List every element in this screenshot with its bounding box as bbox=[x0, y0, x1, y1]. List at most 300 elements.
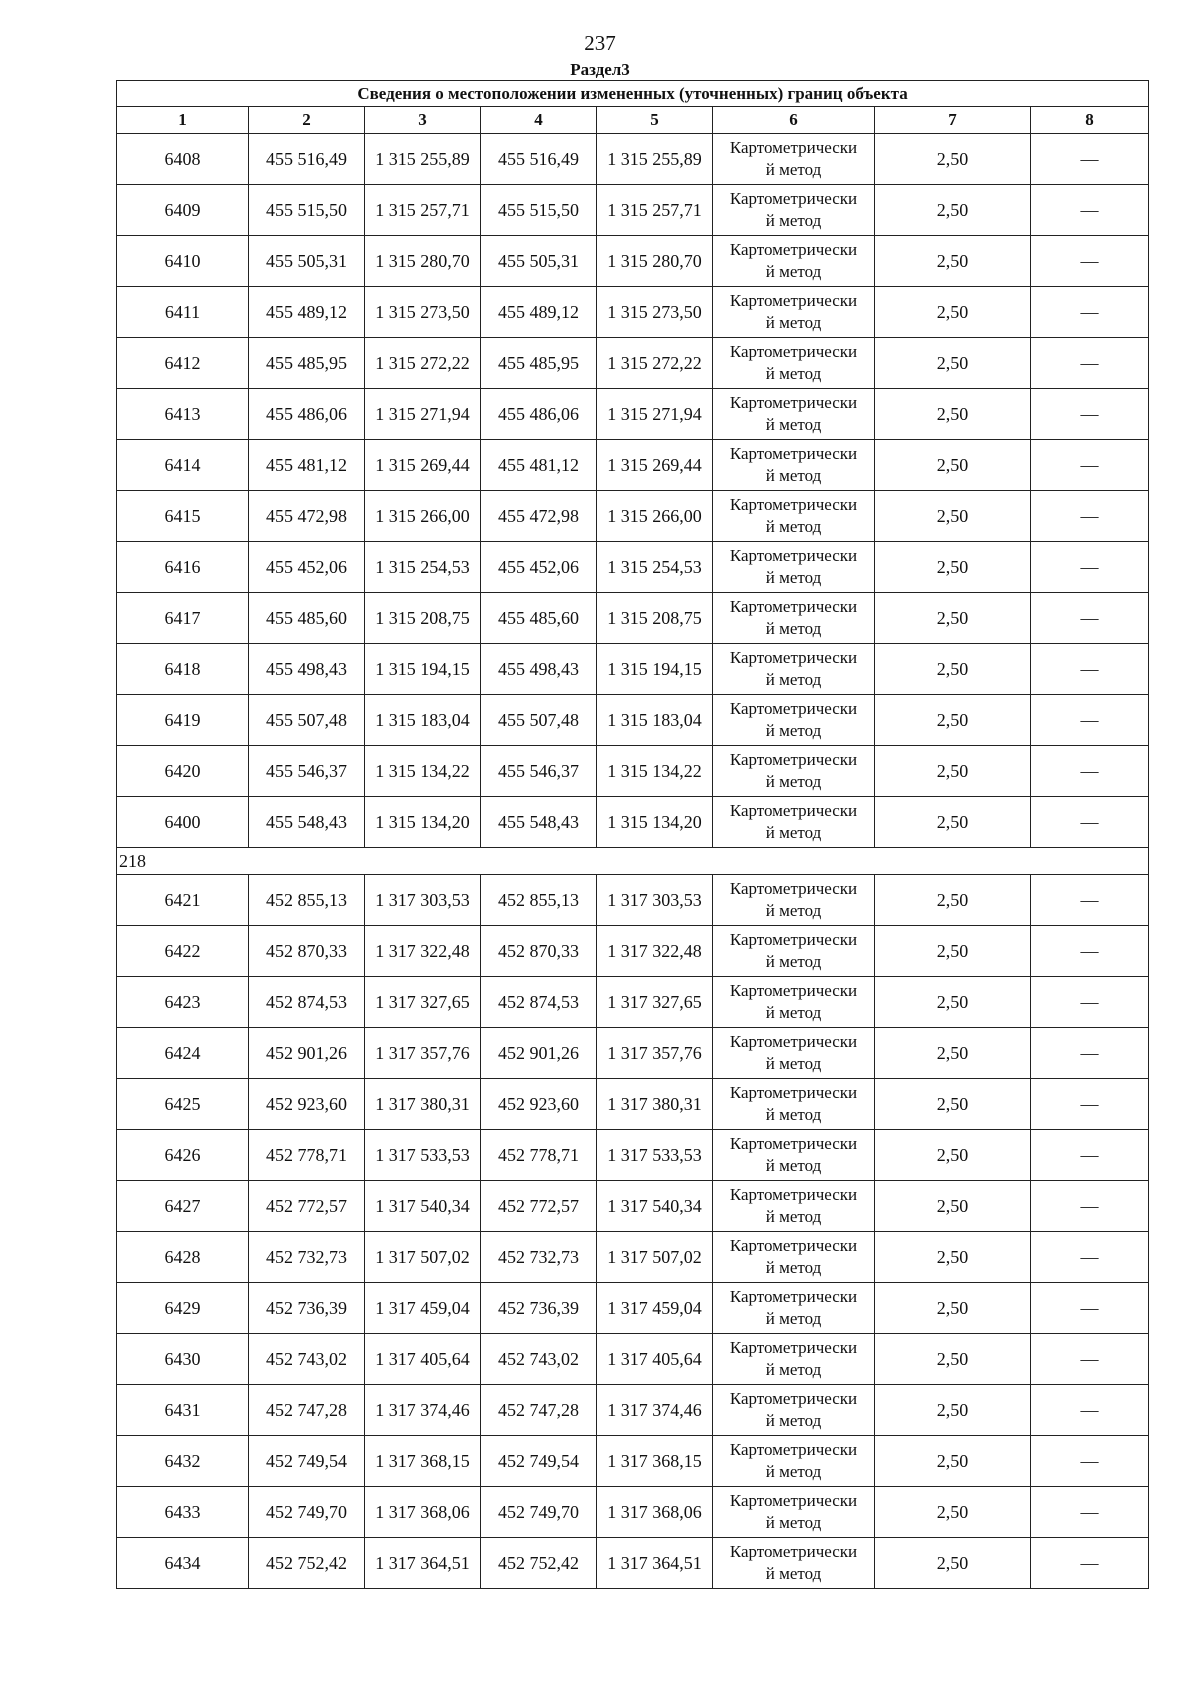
accuracy-cell: 2,50 bbox=[875, 695, 1031, 746]
table-row bbox=[117, 1334, 1149, 1385]
coordinate-x-cell: 452 874,53 bbox=[249, 977, 365, 1028]
accuracy-cell: 2,50 bbox=[875, 875, 1031, 926]
column-number: 2 bbox=[249, 107, 365, 134]
accuracy-cell: 2,50 bbox=[875, 1079, 1031, 1130]
method-cell bbox=[713, 389, 875, 440]
table-row bbox=[117, 1385, 1149, 1436]
description-cell: — bbox=[1031, 977, 1149, 1028]
description-cell: — bbox=[1031, 1283, 1149, 1334]
coordinate-x-cell: 455 507,48 bbox=[481, 695, 597, 746]
coordinate-y-cell: 1 315 280,70 bbox=[597, 236, 713, 287]
method-text-line: Картометрически bbox=[729, 930, 858, 949]
coordinate-x-cell: 452 870,33 bbox=[481, 926, 597, 977]
point-number-cell: 6425 bbox=[117, 1079, 249, 1130]
coordinate-x-cell: 455 546,37 bbox=[481, 746, 597, 797]
coordinate-y-cell: 1 317 459,04 bbox=[597, 1283, 713, 1334]
coordinate-y-cell: 1 315 183,04 bbox=[365, 695, 481, 746]
table-row bbox=[117, 644, 1149, 695]
coordinate-y-cell: 1 317 327,65 bbox=[365, 977, 481, 1028]
point-number-cell: 6427 bbox=[117, 1181, 249, 1232]
column-number: 6 bbox=[713, 107, 875, 134]
method-cell bbox=[713, 1028, 875, 1079]
accuracy-cell: 2,50 bbox=[875, 797, 1031, 848]
method-cell bbox=[713, 134, 875, 185]
coordinate-y-cell: 1 315 134,20 bbox=[365, 797, 481, 848]
coordinate-x-cell: 452 749,54 bbox=[249, 1436, 365, 1487]
accuracy-cell: 2,50 bbox=[875, 236, 1031, 287]
table-body bbox=[117, 134, 1149, 1589]
accuracy-cell: 2,50 bbox=[875, 746, 1031, 797]
coordinate-x-cell: 452 736,39 bbox=[249, 1283, 365, 1334]
method-text-line: й метод bbox=[765, 1513, 822, 1532]
method-text-line: й метод bbox=[765, 1207, 822, 1226]
method-text-line: й метод bbox=[765, 1003, 822, 1022]
coordinate-y-cell: 1 317 303,53 bbox=[597, 875, 713, 926]
method-text-line: Картометрически bbox=[729, 342, 858, 361]
description-cell: — bbox=[1031, 1028, 1149, 1079]
accuracy-cell: 2,50 bbox=[875, 1232, 1031, 1283]
method-text-line: й метод bbox=[765, 901, 822, 920]
coordinate-y-cell: 1 315 257,71 bbox=[365, 185, 481, 236]
coordinate-y-cell: 1 317 507,02 bbox=[365, 1232, 481, 1283]
accuracy-cell: 2,50 bbox=[875, 542, 1031, 593]
method-text-line: Картометрически bbox=[729, 879, 858, 898]
coordinate-x-cell: 455 452,06 bbox=[249, 542, 365, 593]
method-text-line: й метод bbox=[765, 1309, 822, 1328]
method-text-line: й метод bbox=[765, 670, 822, 689]
coordinate-y-cell: 1 317 368,06 bbox=[365, 1487, 481, 1538]
method-text-line: Картометрически bbox=[729, 1338, 858, 1357]
coordinate-x-cell: 455 481,12 bbox=[249, 440, 365, 491]
coordinate-y-cell: 1 315 273,50 bbox=[365, 287, 481, 338]
coordinate-y-cell: 1 315 271,94 bbox=[597, 389, 713, 440]
coordinate-x-cell: 455 498,43 bbox=[249, 644, 365, 695]
method-cell bbox=[713, 287, 875, 338]
coordinate-y-cell: 1 315 266,00 bbox=[365, 491, 481, 542]
group-label: 218 bbox=[117, 848, 1149, 875]
accuracy-cell: 2,50 bbox=[875, 1130, 1031, 1181]
coordinate-y-cell: 1 317 368,06 bbox=[597, 1487, 713, 1538]
coordinate-y-cell: 1 317 357,76 bbox=[597, 1028, 713, 1079]
coordinate-y-cell: 1 315 254,53 bbox=[365, 542, 481, 593]
method-cell bbox=[713, 1130, 875, 1181]
accuracy-cell: 2,50 bbox=[875, 977, 1031, 1028]
point-number-cell: 6411 bbox=[117, 287, 249, 338]
coordinate-y-cell: 1 315 280,70 bbox=[365, 236, 481, 287]
coordinate-y-cell: 1 317 368,15 bbox=[597, 1436, 713, 1487]
table-row bbox=[117, 440, 1149, 491]
accuracy-cell: 2,50 bbox=[875, 134, 1031, 185]
method-text-line: Картометрически bbox=[729, 1440, 858, 1459]
table-row bbox=[117, 236, 1149, 287]
coordinate-y-cell: 1 317 303,53 bbox=[365, 875, 481, 926]
coordinate-x-cell: 455 485,60 bbox=[249, 593, 365, 644]
method-text-line: Картометрически bbox=[729, 1542, 858, 1561]
method-cell bbox=[713, 1232, 875, 1283]
coordinate-y-cell: 1 315 194,15 bbox=[597, 644, 713, 695]
method-cell bbox=[713, 440, 875, 491]
method-text-line: й метод bbox=[765, 568, 822, 587]
column-number: 7 bbox=[875, 107, 1031, 134]
method-text-line: й метод bbox=[765, 466, 822, 485]
point-number-cell: 6433 bbox=[117, 1487, 249, 1538]
coordinate-x-cell: 452 772,57 bbox=[249, 1181, 365, 1232]
point-number-cell: 6431 bbox=[117, 1385, 249, 1436]
method-text-line: й метод bbox=[765, 952, 822, 971]
point-number-cell: 6414 bbox=[117, 440, 249, 491]
description-cell: — bbox=[1031, 491, 1149, 542]
accuracy-cell: 2,50 bbox=[875, 1385, 1031, 1436]
accuracy-cell: 2,50 bbox=[875, 1028, 1031, 1079]
coordinate-y-cell: 1 317 374,46 bbox=[597, 1385, 713, 1436]
description-cell: — bbox=[1031, 338, 1149, 389]
coordinate-x-cell: 452 901,26 bbox=[481, 1028, 597, 1079]
point-number-cell: 6422 bbox=[117, 926, 249, 977]
method-text-line: Картометрически bbox=[729, 597, 858, 616]
method-text-line: й метод bbox=[765, 517, 822, 536]
method-cell bbox=[713, 875, 875, 926]
method-text-line: Картометрически bbox=[729, 240, 858, 259]
coordinate-y-cell: 1 315 272,22 bbox=[597, 338, 713, 389]
point-number-cell: 6409 bbox=[117, 185, 249, 236]
method-text-line: Картометрически bbox=[729, 981, 858, 1000]
method-text-line: й метод bbox=[765, 1054, 822, 1073]
description-cell: — bbox=[1031, 287, 1149, 338]
method-cell bbox=[713, 1079, 875, 1130]
column-number: 8 bbox=[1031, 107, 1149, 134]
point-number-cell: 6419 bbox=[117, 695, 249, 746]
method-text-line: Картометрически bbox=[729, 291, 858, 310]
point-number-cell: 6412 bbox=[117, 338, 249, 389]
method-text-line: Картометрически bbox=[729, 1287, 858, 1306]
method-cell bbox=[713, 695, 875, 746]
group-label-row bbox=[117, 848, 1149, 875]
point-number-cell: 6420 bbox=[117, 746, 249, 797]
page-number: 237 bbox=[584, 31, 616, 55]
coordinate-y-cell: 1 317 540,34 bbox=[365, 1181, 481, 1232]
table-row bbox=[117, 1283, 1149, 1334]
description-cell: — bbox=[1031, 1130, 1149, 1181]
description-cell: — bbox=[1031, 1385, 1149, 1436]
method-text-line: Картометрически bbox=[729, 1236, 858, 1255]
coordinate-y-cell: 1 315 255,89 bbox=[365, 134, 481, 185]
method-text-line: Картометрически bbox=[729, 1134, 858, 1153]
coordinate-y-cell: 1 317 327,65 bbox=[597, 977, 713, 1028]
method-text-line: й метод bbox=[765, 721, 822, 740]
coordinate-x-cell: 455 546,37 bbox=[249, 746, 365, 797]
table-title: Сведения о местоположении измененных (уточненных) границ объекта bbox=[117, 81, 1149, 107]
method-text-line: Картометрически bbox=[729, 1032, 858, 1051]
coordinate-x-cell: 455 505,31 bbox=[481, 236, 597, 287]
method-text-line: й метод bbox=[765, 262, 822, 281]
coordinate-x-cell: 455 515,50 bbox=[481, 185, 597, 236]
coordinate-x-cell: 452 778,71 bbox=[249, 1130, 365, 1181]
method-cell bbox=[713, 593, 875, 644]
method-text-line: Картометрически bbox=[729, 699, 858, 718]
method-text-line: Картометрически bbox=[729, 1083, 858, 1102]
coordinate-y-cell: 1 317 368,15 bbox=[365, 1436, 481, 1487]
description-cell: — bbox=[1031, 593, 1149, 644]
method-text-line: Картометрически bbox=[729, 648, 858, 667]
coordinate-y-cell: 1 315 257,71 bbox=[597, 185, 713, 236]
coordinate-x-cell: 452 772,57 bbox=[481, 1181, 597, 1232]
coordinate-y-cell: 1 315 269,44 bbox=[365, 440, 481, 491]
coordinate-x-cell: 452 749,54 bbox=[481, 1436, 597, 1487]
method-text-line: Картометрически bbox=[729, 546, 858, 565]
method-cell bbox=[713, 185, 875, 236]
coordinate-y-cell: 1 317 322,48 bbox=[365, 926, 481, 977]
point-number-cell: 6424 bbox=[117, 1028, 249, 1079]
table-row bbox=[117, 389, 1149, 440]
coordinate-x-cell: 455 516,49 bbox=[249, 134, 365, 185]
method-text-line: й метод bbox=[765, 1564, 822, 1583]
table-row bbox=[117, 1487, 1149, 1538]
coordinate-y-cell: 1 317 357,76 bbox=[365, 1028, 481, 1079]
coordinate-x-cell: 452 923,60 bbox=[249, 1079, 365, 1130]
point-number-cell: 6429 bbox=[117, 1283, 249, 1334]
coordinate-x-cell: 452 855,13 bbox=[481, 875, 597, 926]
coordinate-x-cell: 455 485,95 bbox=[249, 338, 365, 389]
coordinate-x-cell: 455 472,98 bbox=[249, 491, 365, 542]
coordinate-x-cell: 455 505,31 bbox=[249, 236, 365, 287]
column-number: 5 bbox=[597, 107, 713, 134]
section-label: Раздел3 bbox=[570, 60, 630, 79]
coordinate-x-cell: 455 472,98 bbox=[481, 491, 597, 542]
method-text-line: й метод bbox=[765, 1360, 822, 1379]
coordinate-x-cell: 452 732,73 bbox=[481, 1232, 597, 1283]
description-cell: — bbox=[1031, 1487, 1149, 1538]
description-cell: — bbox=[1031, 389, 1149, 440]
coordinate-x-cell: 452 736,39 bbox=[481, 1283, 597, 1334]
description-cell: — bbox=[1031, 746, 1149, 797]
method-text-line: й метод bbox=[765, 823, 822, 842]
accuracy-cell: 2,50 bbox=[875, 644, 1031, 695]
description-cell: — bbox=[1031, 1334, 1149, 1385]
coordinate-y-cell: 1 315 134,20 bbox=[597, 797, 713, 848]
method-cell bbox=[713, 746, 875, 797]
method-text-line: Картометрически bbox=[729, 801, 858, 820]
point-number-cell: 6428 bbox=[117, 1232, 249, 1283]
point-number-cell: 6426 bbox=[117, 1130, 249, 1181]
method-text-line: й метод bbox=[765, 160, 822, 179]
coordinate-y-cell: 1 317 380,31 bbox=[597, 1079, 713, 1130]
coordinate-y-cell: 1 315 208,75 bbox=[597, 593, 713, 644]
coordinate-y-cell: 1 317 533,53 bbox=[597, 1130, 713, 1181]
coordinate-y-cell: 1 317 364,51 bbox=[597, 1538, 713, 1589]
coordinate-x-cell: 455 515,50 bbox=[249, 185, 365, 236]
description-cell: — bbox=[1031, 542, 1149, 593]
description-cell: — bbox=[1031, 644, 1149, 695]
accuracy-cell: 2,50 bbox=[875, 1538, 1031, 1589]
coordinate-x-cell: 452 923,60 bbox=[481, 1079, 597, 1130]
table-row bbox=[117, 926, 1149, 977]
accuracy-cell: 2,50 bbox=[875, 1436, 1031, 1487]
coordinate-y-cell: 1 317 380,31 bbox=[365, 1079, 481, 1130]
coordinate-x-cell: 452 743,02 bbox=[249, 1334, 365, 1385]
description-cell: — bbox=[1031, 695, 1149, 746]
accuracy-cell: 2,50 bbox=[875, 389, 1031, 440]
coordinate-x-cell: 455 486,06 bbox=[481, 389, 597, 440]
method-text-line: Картометрически bbox=[729, 1185, 858, 1204]
method-text-line: Картометрически bbox=[729, 393, 858, 412]
method-text-line: й метод bbox=[765, 364, 822, 383]
description-cell: — bbox=[1031, 236, 1149, 287]
description-cell: — bbox=[1031, 1181, 1149, 1232]
point-number-cell: 6430 bbox=[117, 1334, 249, 1385]
coordinate-x-cell: 455 485,95 bbox=[481, 338, 597, 389]
accuracy-cell: 2,50 bbox=[875, 926, 1031, 977]
coordinate-x-cell: 452 855,13 bbox=[249, 875, 365, 926]
table-row bbox=[117, 746, 1149, 797]
coordinate-x-cell: 452 778,71 bbox=[481, 1130, 597, 1181]
coordinate-y-cell: 1 315 183,04 bbox=[597, 695, 713, 746]
accuracy-cell: 2,50 bbox=[875, 491, 1031, 542]
point-number-cell: 6432 bbox=[117, 1436, 249, 1487]
column-number: 3 bbox=[365, 107, 481, 134]
coordinate-x-cell: 452 743,02 bbox=[481, 1334, 597, 1385]
accuracy-cell: 2,50 bbox=[875, 1334, 1031, 1385]
coordinate-y-cell: 1 317 405,64 bbox=[365, 1334, 481, 1385]
description-cell: — bbox=[1031, 185, 1149, 236]
coordinate-y-cell: 1 315 134,22 bbox=[597, 746, 713, 797]
method-cell bbox=[713, 542, 875, 593]
coordinate-y-cell: 1 317 322,48 bbox=[597, 926, 713, 977]
point-number-cell: 6421 bbox=[117, 875, 249, 926]
description-cell: — bbox=[1031, 1079, 1149, 1130]
table-row bbox=[117, 185, 1149, 236]
point-number-cell: 6416 bbox=[117, 542, 249, 593]
coordinate-y-cell: 1 315 134,22 bbox=[365, 746, 481, 797]
description-cell: — bbox=[1031, 875, 1149, 926]
coordinate-x-cell: 452 870,33 bbox=[249, 926, 365, 977]
accuracy-cell: 2,50 bbox=[875, 1181, 1031, 1232]
coordinate-x-cell: 455 548,43 bbox=[481, 797, 597, 848]
method-text-line: й метод bbox=[765, 619, 822, 638]
table-row bbox=[117, 542, 1149, 593]
description-cell: — bbox=[1031, 134, 1149, 185]
coordinate-y-cell: 1 317 540,34 bbox=[597, 1181, 713, 1232]
coordinate-x-cell: 452 901,26 bbox=[249, 1028, 365, 1079]
table-row bbox=[117, 1079, 1149, 1130]
point-number-cell: 6410 bbox=[117, 236, 249, 287]
method-text-line: й метод bbox=[765, 1156, 822, 1175]
coordinate-x-cell: 452 874,53 bbox=[481, 977, 597, 1028]
coordinate-y-cell: 1 315 194,15 bbox=[365, 644, 481, 695]
table-row bbox=[117, 977, 1149, 1028]
table-row bbox=[117, 1436, 1149, 1487]
column-number: 1 bbox=[117, 107, 249, 134]
table-row bbox=[117, 338, 1149, 389]
coordinate-x-cell: 452 752,42 bbox=[249, 1538, 365, 1589]
table-title-row bbox=[117, 81, 1149, 107]
table-row bbox=[117, 593, 1149, 644]
coordinate-x-cell: 452 752,42 bbox=[481, 1538, 597, 1589]
method-text-line: й метод bbox=[765, 211, 822, 230]
coordinate-x-cell: 455 485,60 bbox=[481, 593, 597, 644]
table-row bbox=[117, 1232, 1149, 1283]
accuracy-cell: 2,50 bbox=[875, 1487, 1031, 1538]
coordinate-y-cell: 1 317 405,64 bbox=[597, 1334, 713, 1385]
point-number-cell: 6415 bbox=[117, 491, 249, 542]
coordinate-y-cell: 1 317 364,51 bbox=[365, 1538, 481, 1589]
method-cell bbox=[713, 1385, 875, 1436]
coordinate-y-cell: 1 317 507,02 bbox=[597, 1232, 713, 1283]
coordinate-y-cell: 1 315 269,44 bbox=[597, 440, 713, 491]
coordinate-y-cell: 1 315 266,00 bbox=[597, 491, 713, 542]
method-text-line: й метод bbox=[765, 313, 822, 332]
description-cell: — bbox=[1031, 797, 1149, 848]
accuracy-cell: 2,50 bbox=[875, 338, 1031, 389]
point-number-cell: 6400 bbox=[117, 797, 249, 848]
coordinate-y-cell: 1 317 459,04 bbox=[365, 1283, 481, 1334]
method-cell bbox=[713, 1487, 875, 1538]
coordinate-x-cell: 452 749,70 bbox=[481, 1487, 597, 1538]
description-cell: — bbox=[1031, 440, 1149, 491]
point-number-cell: 6434 bbox=[117, 1538, 249, 1589]
coordinate-x-cell: 455 516,49 bbox=[481, 134, 597, 185]
table-row bbox=[117, 875, 1149, 926]
description-cell: — bbox=[1031, 1232, 1149, 1283]
method-cell bbox=[713, 797, 875, 848]
accuracy-cell: 2,50 bbox=[875, 185, 1031, 236]
method-text-line: й метод bbox=[765, 1411, 822, 1430]
method-cell bbox=[713, 491, 875, 542]
coordinate-x-cell: 452 747,28 bbox=[249, 1385, 365, 1436]
method-text-line: Картометрически bbox=[729, 189, 858, 208]
method-text-line: Картометрически bbox=[729, 1389, 858, 1408]
method-text-line: й метод bbox=[765, 1105, 822, 1124]
column-number: 4 bbox=[481, 107, 597, 134]
method-text-line: Картометрически bbox=[729, 750, 858, 769]
accuracy-cell: 2,50 bbox=[875, 593, 1031, 644]
coordinate-x-cell: 455 481,12 bbox=[481, 440, 597, 491]
coordinate-x-cell: 455 452,06 bbox=[481, 542, 597, 593]
accuracy-cell: 2,50 bbox=[875, 1283, 1031, 1334]
coordinate-x-cell: 455 489,12 bbox=[481, 287, 597, 338]
coordinate-y-cell: 1 315 208,75 bbox=[365, 593, 481, 644]
table-row bbox=[117, 1130, 1149, 1181]
method-text-line: Картометрически bbox=[729, 495, 858, 514]
point-number-cell: 6418 bbox=[117, 644, 249, 695]
table-row bbox=[117, 797, 1149, 848]
method-cell bbox=[713, 1181, 875, 1232]
method-text-line: й метод bbox=[765, 1462, 822, 1481]
method-text-line: Картометрически bbox=[729, 138, 858, 157]
point-number-cell: 6413 bbox=[117, 389, 249, 440]
method-cell bbox=[713, 644, 875, 695]
coordinate-y-cell: 1 315 273,50 bbox=[597, 287, 713, 338]
description-cell: — bbox=[1031, 1538, 1149, 1589]
table-row bbox=[117, 1538, 1149, 1589]
coordinate-y-cell: 1 315 272,22 bbox=[365, 338, 481, 389]
coordinate-y-cell: 1 315 254,53 bbox=[597, 542, 713, 593]
method-cell bbox=[713, 1334, 875, 1385]
table-row bbox=[117, 287, 1149, 338]
method-text-line: й метод bbox=[765, 1258, 822, 1277]
method-cell bbox=[713, 1538, 875, 1589]
method-cell bbox=[713, 1283, 875, 1334]
method-cell bbox=[713, 926, 875, 977]
point-number-cell: 6423 bbox=[117, 977, 249, 1028]
coordinate-x-cell: 455 498,43 bbox=[481, 644, 597, 695]
method-cell bbox=[713, 1436, 875, 1487]
method-cell bbox=[713, 338, 875, 389]
coordinate-x-cell: 452 747,28 bbox=[481, 1385, 597, 1436]
description-cell: — bbox=[1031, 1436, 1149, 1487]
coordinate-x-cell: 455 489,12 bbox=[249, 287, 365, 338]
accuracy-cell: 2,50 bbox=[875, 440, 1031, 491]
description-cell: — bbox=[1031, 926, 1149, 977]
